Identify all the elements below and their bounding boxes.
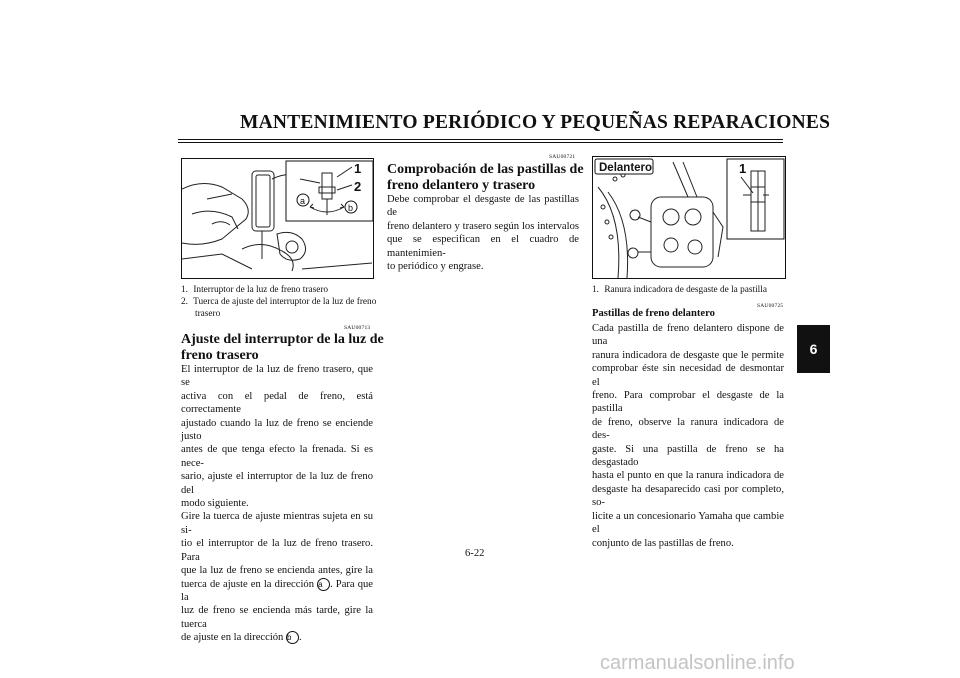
caption-item: 1. Ranura indicadora de desgaste de la pastilla	[592, 285, 767, 295]
caption-item: 2. Tuerca de ajuste del interruptor de la luz de freno	[181, 297, 377, 307]
figure-left-label-1: 1	[354, 161, 362, 176]
section-body-brake-switch: El interruptor de la luz de freno trasero, que se activa con el pedal de freno, está correctamente ajustado cuando la luz de freno se enciende justo antes de que tenga efecto la frenada. Si es nece- sario, ajuste el interruptor de la luz de freno del modo siguiente. Gire la tuerca de ajuste mientras sujeta en su si- tio el interruptor de la luz de freno trasero. Para que la luz de freno se encienda antes, gire la tuerca de ajuste en la dirección a . Para que la luz de freno se encienda más tarde, gire la tuerca de ajuste en la dirección b .	[181, 364, 373, 644]
header-rule-thin	[178, 142, 783, 143]
figure-brake-light-switch	[181, 158, 374, 279]
figure-right-label-delantero: Delantero	[599, 162, 653, 174]
section-code: SAU00721	[549, 154, 576, 160]
section-heading-pads: Comprobación de las pastillas de freno delantero y trasero	[387, 162, 584, 193]
chapter-tab: 6	[797, 325, 830, 373]
section-body-front-pads: Cada pastilla de freno delantero dispone de una ranura indicadora de desgaste que le permite comprobar éste sin necesidad de desmontar el freno. Para comprobar el desgaste de la pastilla de freno, observe la ranura indicadora de des- gaste. Si una pastilla de freno se ha desgastado hasta el punto en que la ranura indicadora de desgaste ha desaparecido casi por completo, so- licite a un concesionario Yamaha que cambie el conjunto de las pastillas de freno.	[592, 323, 784, 549]
direction-a-symbol: a	[317, 578, 330, 591]
page-number: 6-22	[465, 548, 485, 559]
brake-pad-illustration	[593, 157, 785, 278]
caption-item: 1. Interruptor de la luz de freno trasero	[181, 285, 329, 295]
section-body-pads: Debe comprobar el desgaste de las pastillas de freno delantero y trasero según los intervalos que se especifican en el cuadro de mantenimien- to periódico y engrase.	[387, 194, 579, 273]
figure-left-label-a: a	[300, 196, 306, 206]
caption-item-continuation: trasero	[195, 309, 221, 319]
section-heading-brake-switch: Ajuste del interruptor de la luz de freno trasero	[181, 332, 384, 363]
section-code: SAU00713	[344, 325, 371, 331]
figure-right-label-1: 1	[739, 161, 747, 176]
section-heading-front-pads: Pastillas de freno delantero	[592, 308, 715, 319]
brake-switch-illustration	[182, 159, 373, 278]
figure-front-brake-pad	[592, 156, 786, 279]
direction-b-symbol: b	[286, 631, 299, 644]
page-header-title: MANTENIMIENTO PERIÓDICO Y PEQUEÑAS REPARACIONES	[240, 112, 831, 133]
section-code: SAU00725	[757, 303, 784, 309]
figure-left-caption	[181, 284, 381, 320]
figure-left-label-b: b	[348, 203, 354, 213]
header-rule	[178, 139, 783, 140]
watermark: carmanualsonline.info	[600, 652, 795, 674]
figure-right-caption	[592, 284, 792, 296]
figure-left-label-2: 2	[354, 179, 362, 194]
